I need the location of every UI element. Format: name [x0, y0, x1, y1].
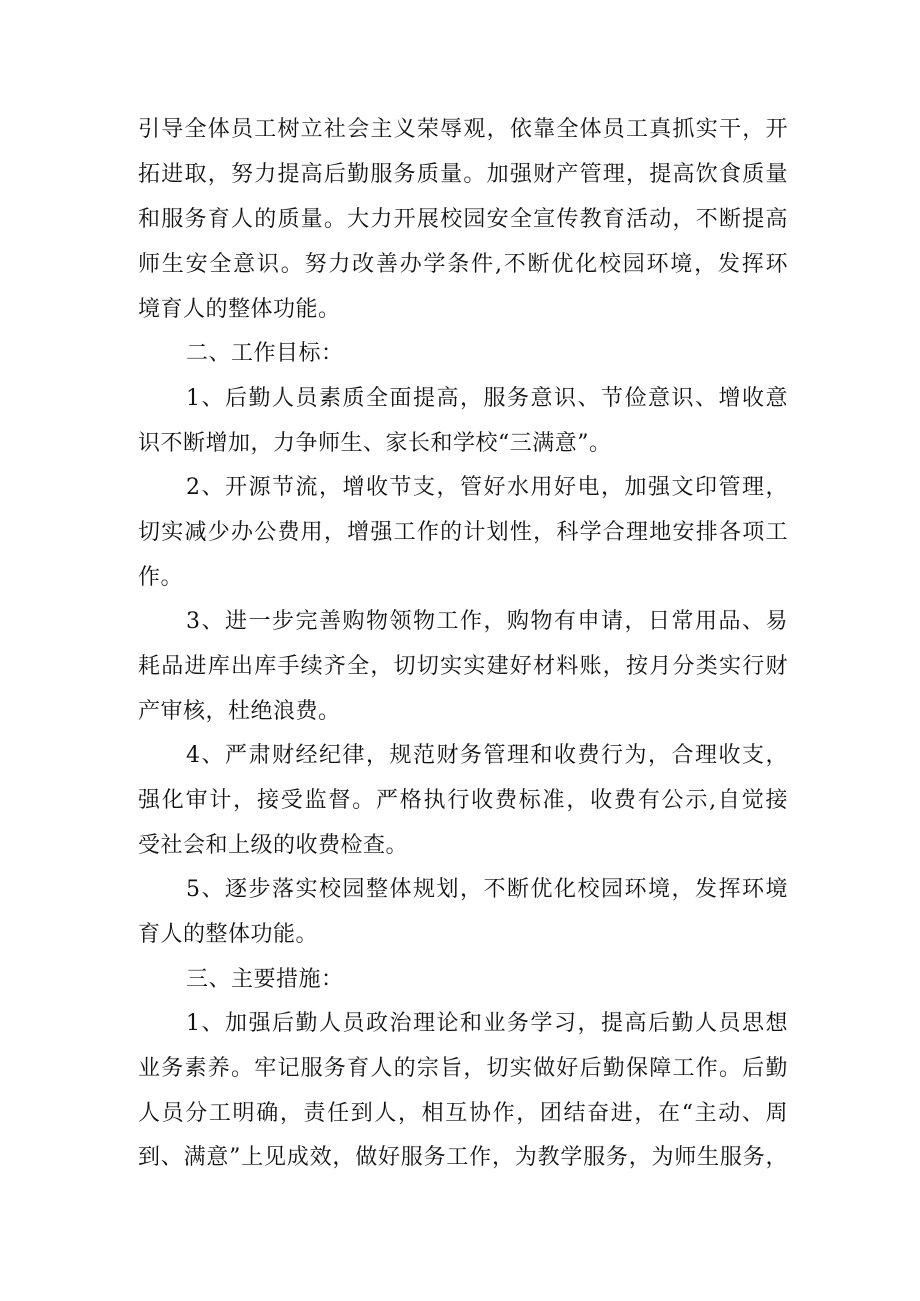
text-line: 受社会和上级的收费检查。	[138, 833, 409, 858]
text-line: 1、加强后勤人员政治理论和业务学习，提高后勤人员思想	[186, 1011, 788, 1036]
text-line: 1、后勤人员素质全面提高，服务意识、节俭意识、增收意	[186, 386, 788, 411]
text-line: 作。	[138, 565, 184, 590]
text-line: 4、严肃财经纪律，规范财务管理和收费行为，合理收支，	[186, 743, 788, 768]
text-line: 3、进一步完善购物领物工作，购物有申请，日常用品、易	[186, 609, 788, 634]
text-line: 人员分工明确，责任到人，相互协作，团结奋进，在“主动、周	[138, 1101, 788, 1126]
text-line: 产审核，杜绝浪费。	[138, 699, 341, 724]
text-line: 强化审计，接受监督。严格执行收费标准，收费有公示,自觉接	[138, 788, 788, 813]
section-heading: 二、工作目标：	[186, 341, 344, 366]
text-line: 引导全体员工树立社会主义荣辱观，依靠全体员工真抓实干，开	[138, 117, 788, 142]
text-line: 和服务育人的质量。大力开展校园安全宣传教育活动，不断提高	[138, 207, 788, 232]
text-line: 2、开源节流，增收节支，管好水用好电，加强文印管理，	[186, 475, 788, 500]
text-line: 识不断增加，力争师生、家长和学校“三满意”。	[138, 431, 612, 456]
text-line: 5、逐步落实校园整体规划，不断优化校园环境，发挥环境	[186, 877, 788, 902]
section-heading: 三、主要措施：	[186, 967, 344, 992]
text-line: 切实减少办公费用，增强工作的计划性，科学合理地安排各项工	[138, 520, 788, 545]
text-line: 境育人的整体功能。	[138, 297, 341, 322]
text-line: 育人的整体功能。	[138, 922, 319, 947]
text-line: 耗品进库出库手续齐全，切切实实建好材料账，按月分类实行财	[138, 654, 788, 679]
text-line: 拓进取，努力提高后勤服务质量。加强财产管理，提高饮食质量	[138, 162, 788, 187]
text-line: 业务素养。牢记服务育人的宗旨，切实做好后勤保障工作。后勤	[138, 1056, 788, 1081]
text-line: 师生安全意识。努力改善办学条件,不断优化校园环境，发挥环	[138, 252, 788, 277]
text-line: 到、满意”上见成效，做好服务工作，为教学服务，为师生服务，	[138, 1145, 788, 1170]
